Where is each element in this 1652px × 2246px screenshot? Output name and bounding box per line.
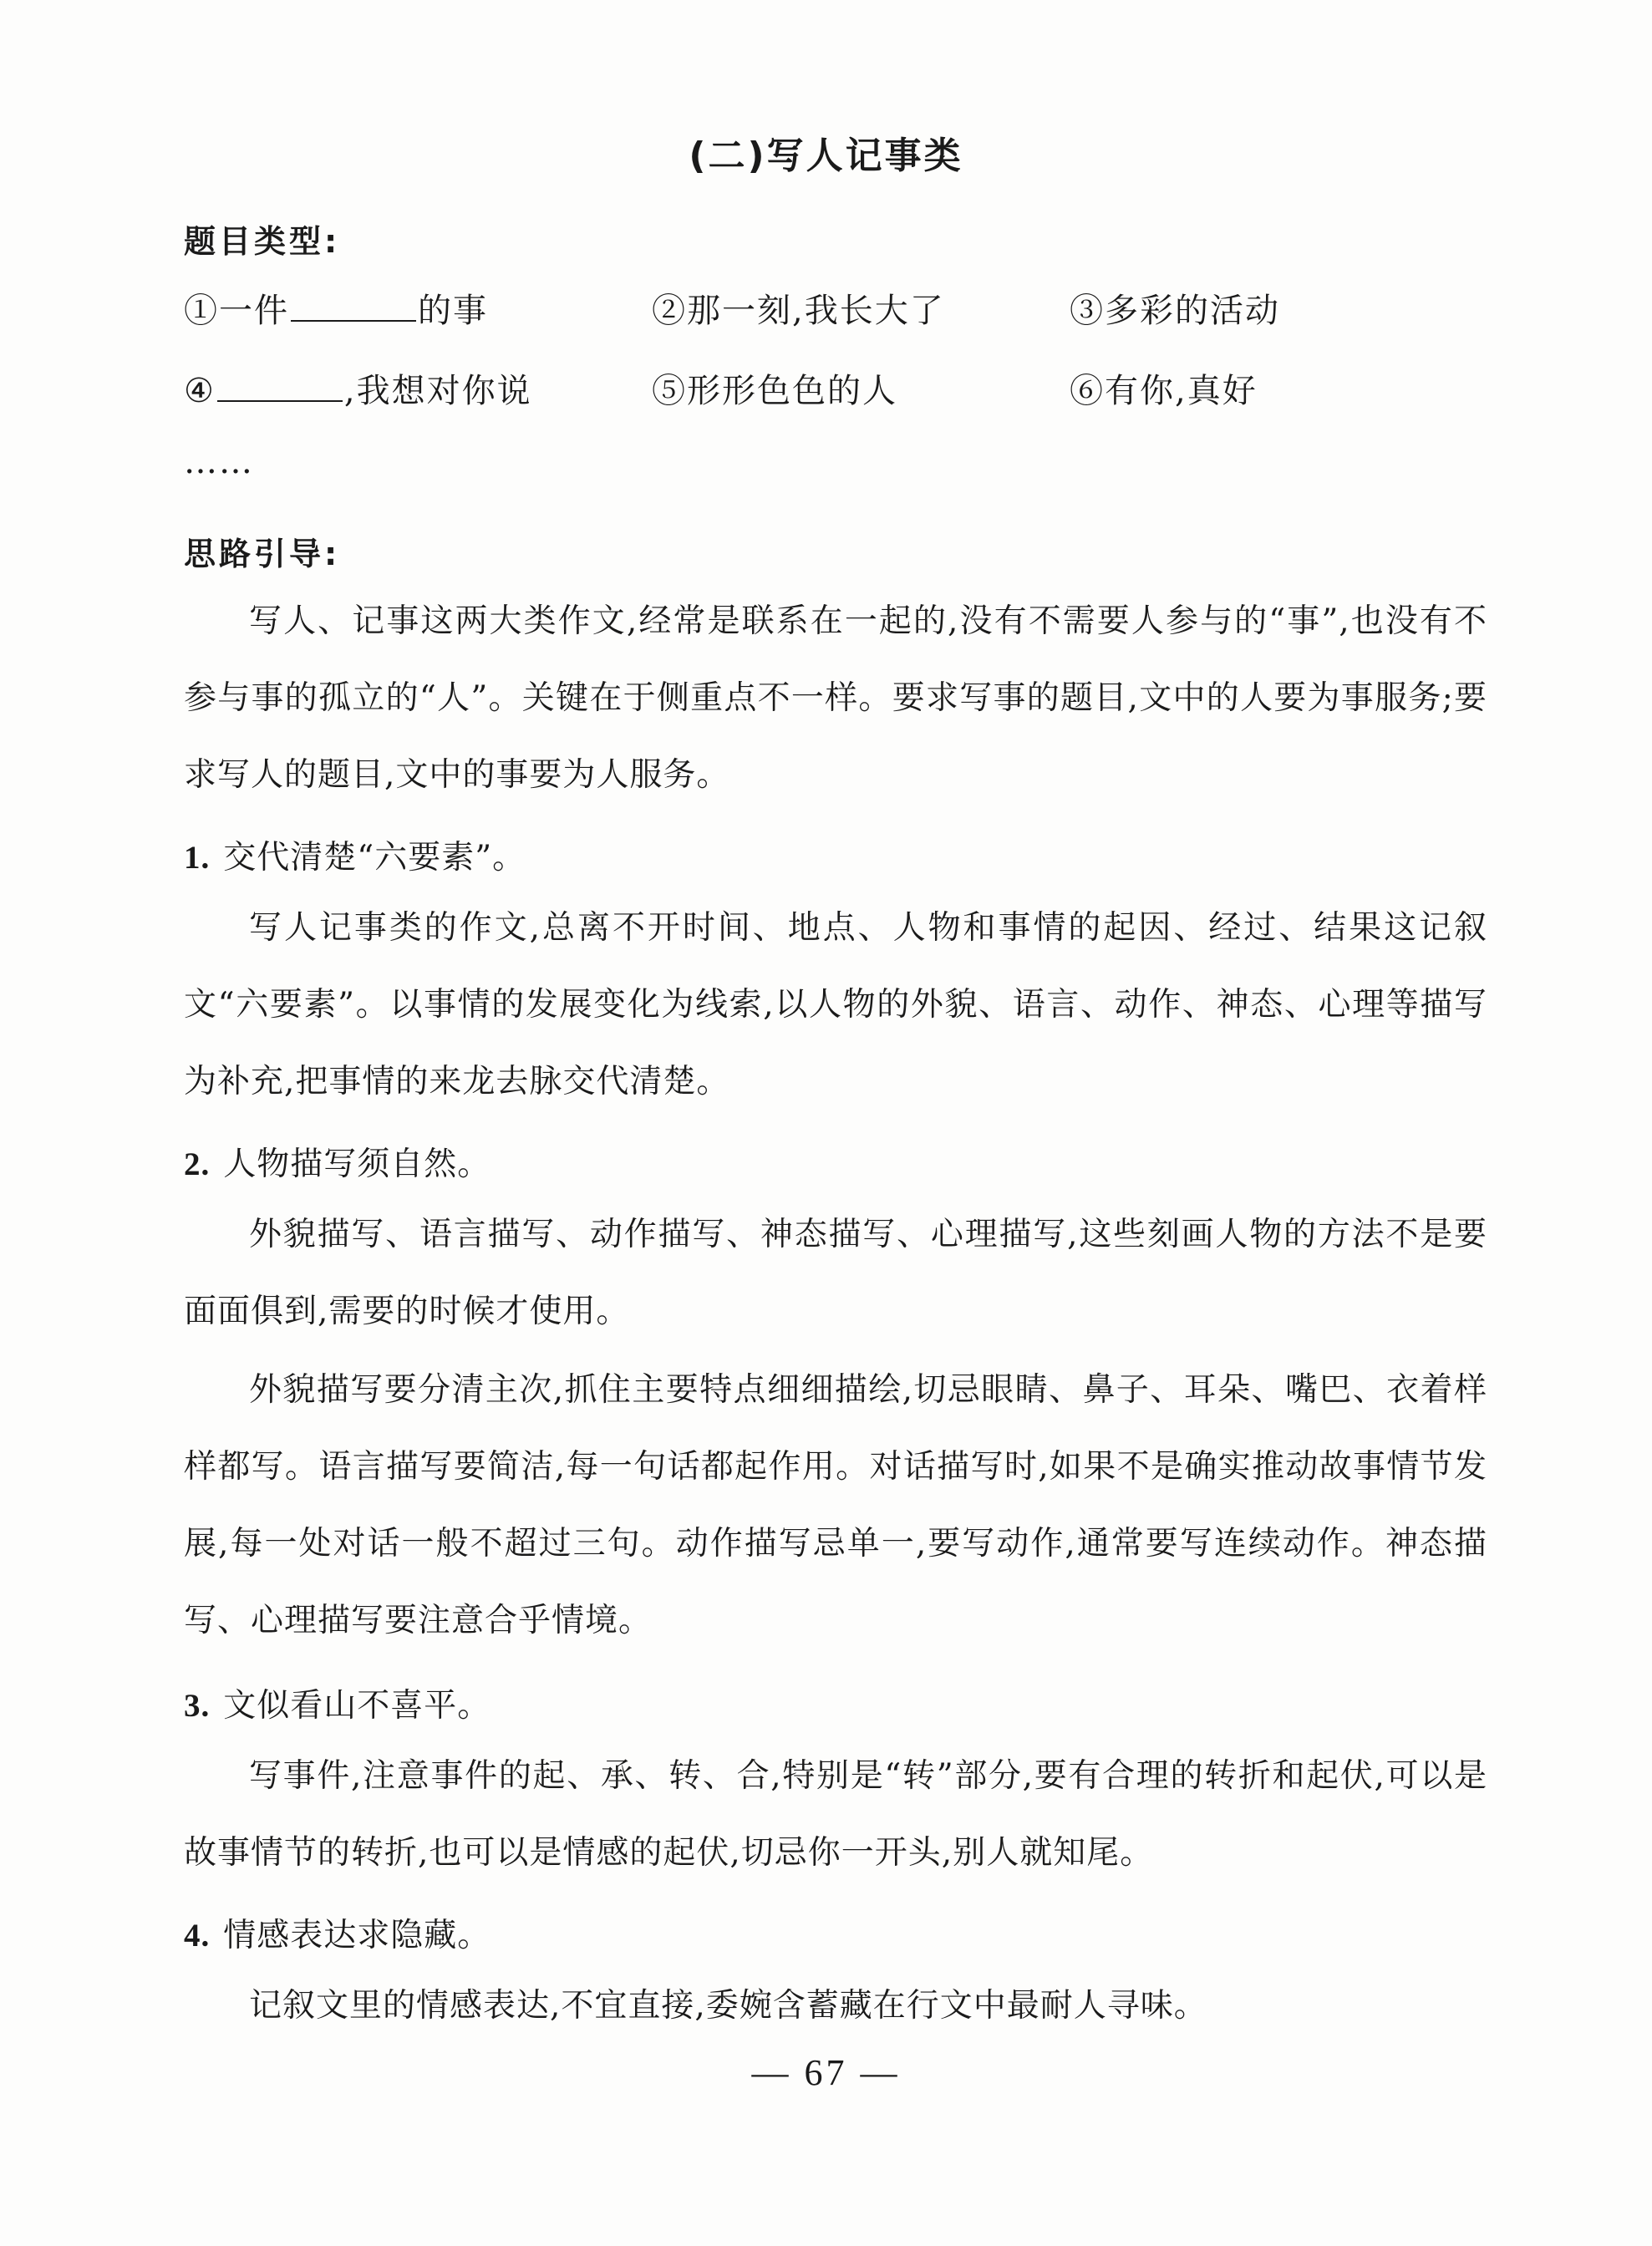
topic-text: ④: [184, 372, 216, 410]
topic-item-5: [652, 364, 897, 412]
point-4-heading: [184, 1909, 491, 1956]
point-title: 交代清楚“六要素”。: [223, 839, 526, 877]
topic-item-3: [1070, 284, 1280, 332]
point-2-paragraph-2: 外貌描写要分清主次,抓住主要特点细细描绘,切忌眼睛、鼻子、耳朵、嘴巴、衣着样样都写。语言描写要简洁,每一句话都起作用。对话描写时,如果不是确实推动故事情节发展,每一处对话一般不超过三句。动作描写忌单一,要写动作,通常要写连续动作。神态描写、心理描写要注意合乎情境。: [184, 1371, 1487, 1639]
point-title: 人物描写须自然。: [223, 1146, 491, 1183]
point-title: 情感表达求隐藏。: [223, 1917, 491, 1954]
topic-item-2: [652, 284, 945, 332]
point-2-heading: [184, 1138, 491, 1185]
point-3-heading: [184, 1679, 491, 1726]
topic-item-4: [184, 364, 532, 412]
point-1-heading: [184, 831, 526, 878]
point-number: 3.: [184, 1688, 211, 1724]
point-2-paragraph-1: 外貌描写、语言描写、动作描写、神态描写、心理描写,这些刻画人物的方法不是要面面俱到,需要的时候才使用。: [184, 1216, 1487, 1330]
point-number: 1.: [184, 840, 211, 876]
topic-item-6: [1070, 364, 1258, 412]
fill-blank-line: [217, 375, 343, 402]
topic-text: ⑤形形色色的人: [652, 372, 897, 410]
section-title: (二)写人记事类: [689, 135, 963, 177]
point-number: 2.: [184, 1146, 211, 1182]
point-3-paragraph: 写事件,注意事件的起、承、转、合,特别是“转”部分,要有合理的转折和起伏,可以是故事情节的转折,也可以是情感的起伏,切忌你一开头,别人就知尾。: [184, 1757, 1487, 1872]
guide-heading: 思路引导:: [184, 536, 341, 572]
point-number: 4.: [184, 1918, 211, 1954]
page-number: — 67 —: [751, 2052, 901, 2093]
topic-types-heading: 题目类型:: [184, 223, 341, 260]
topic-text: ③多彩的活动: [1070, 292, 1280, 330]
topic-text: ①一件: [184, 292, 289, 330]
topic-text: ⑥有你,真好: [1070, 372, 1258, 410]
point-1-paragraph: 写人记事类的作文,总离不开时间、地点、人物和事情的起因、经过、结果这记叙文“六要素”。以事情的发展变化为线索,以人物的外貌、语言、动作、神态、心理等描写为补充,把事情的来龙去脉交代清楚。: [184, 909, 1487, 1100]
topic-text: ,我想对你说: [343, 372, 532, 410]
topic-text: ②那一刻,我长大了: [652, 292, 945, 330]
topic-item-1: [184, 284, 488, 332]
topic-text: 的事: [418, 292, 488, 330]
point-title: 文似看山不喜平。: [223, 1687, 491, 1725]
point-4-paragraph: 记叙文里的情感表达,不宜直接,委婉含蓄藏在行文中最耐人寻味。: [249, 1987, 1207, 2025]
fill-blank-line: [291, 295, 416, 322]
topic-ellipsis: ……: [184, 443, 254, 481]
intro-paragraph: 写人、记事这两大类作文,经常是联系在一起的,没有不需要人参与的“事”,也没有不参与事的孤立的“人”。关键在于侧重点不一样。要求写事的题目,文中的人要为事服务;要求写人的题目,文中的事要为人服务。: [184, 602, 1487, 794]
